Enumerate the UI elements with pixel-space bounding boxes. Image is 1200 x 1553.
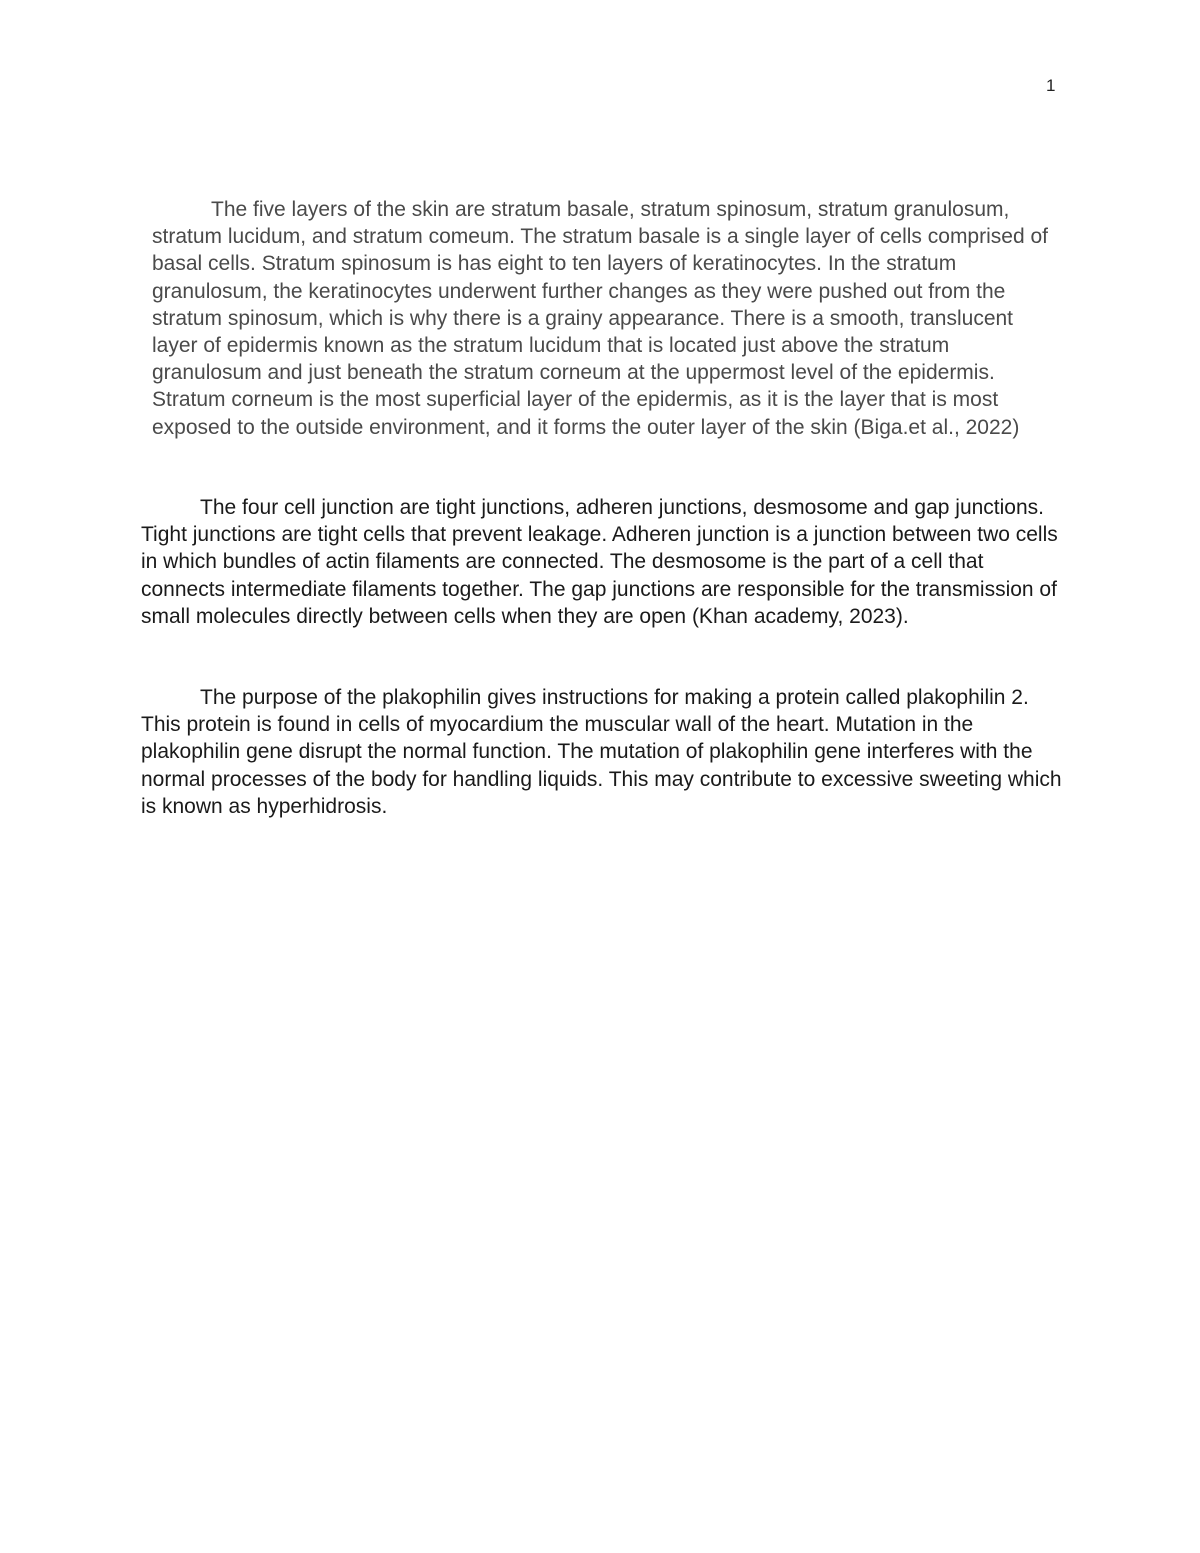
page-number: 1: [1046, 76, 1056, 95]
paragraph-cell-junctions: The four cell junction are tight junctions, adheren junctions, desmosome and gap junctions. Tight junctions are tight cells that prevent leakage. Adheren junction is a junction between two cells in which bundles of actin filaments are connected. The desmosome is the part of a cell that connects intermediate filaments together. The gap junctions are responsible for the transmission of small molecules directly between cells when they are open (Khan academy, 2023).: [141, 496, 1058, 628]
paragraph-skin-layers: The five layers of the skin are stratum basale, stratum spinosum, stratum granulosum, stratum lucidum, and stratum comeum. The stratum basale is a single layer of cells comprised of basal cells. Stratum spinosum is has eight to ten layers of keratinocytes. In the stratum granulosum, the keratinocytes underwent further changes as they were pushed out from the stratum spinosum, which is why there is a grainy appearance. There is a smooth, translucent layer of epidermis known as the stratum lucidum that is located just above the stratum granulosum and just beneath the stratum corneum at the uppermost level of the epidermis. Stratum corneum is the most superficial layer of the epidermis, as it is the layer that is most exposed to the outside environment, and it forms the outer layer of the skin (Biga.et al., 2022): [152, 198, 1048, 439]
paragraph-plakophilin: The purpose of the plakophilin gives instructions for making a protein called plakophilin 2. This protein is found in cells of myocardium the muscular wall of the heart. Mutation in the plakophilin gene disrupt the normal function. The mutation of plakophilin gene interferes with the normal processes of the body for handling liquids. This may contribute to excessive sweeting which is known as hyperhidrosis.: [141, 686, 1062, 818]
